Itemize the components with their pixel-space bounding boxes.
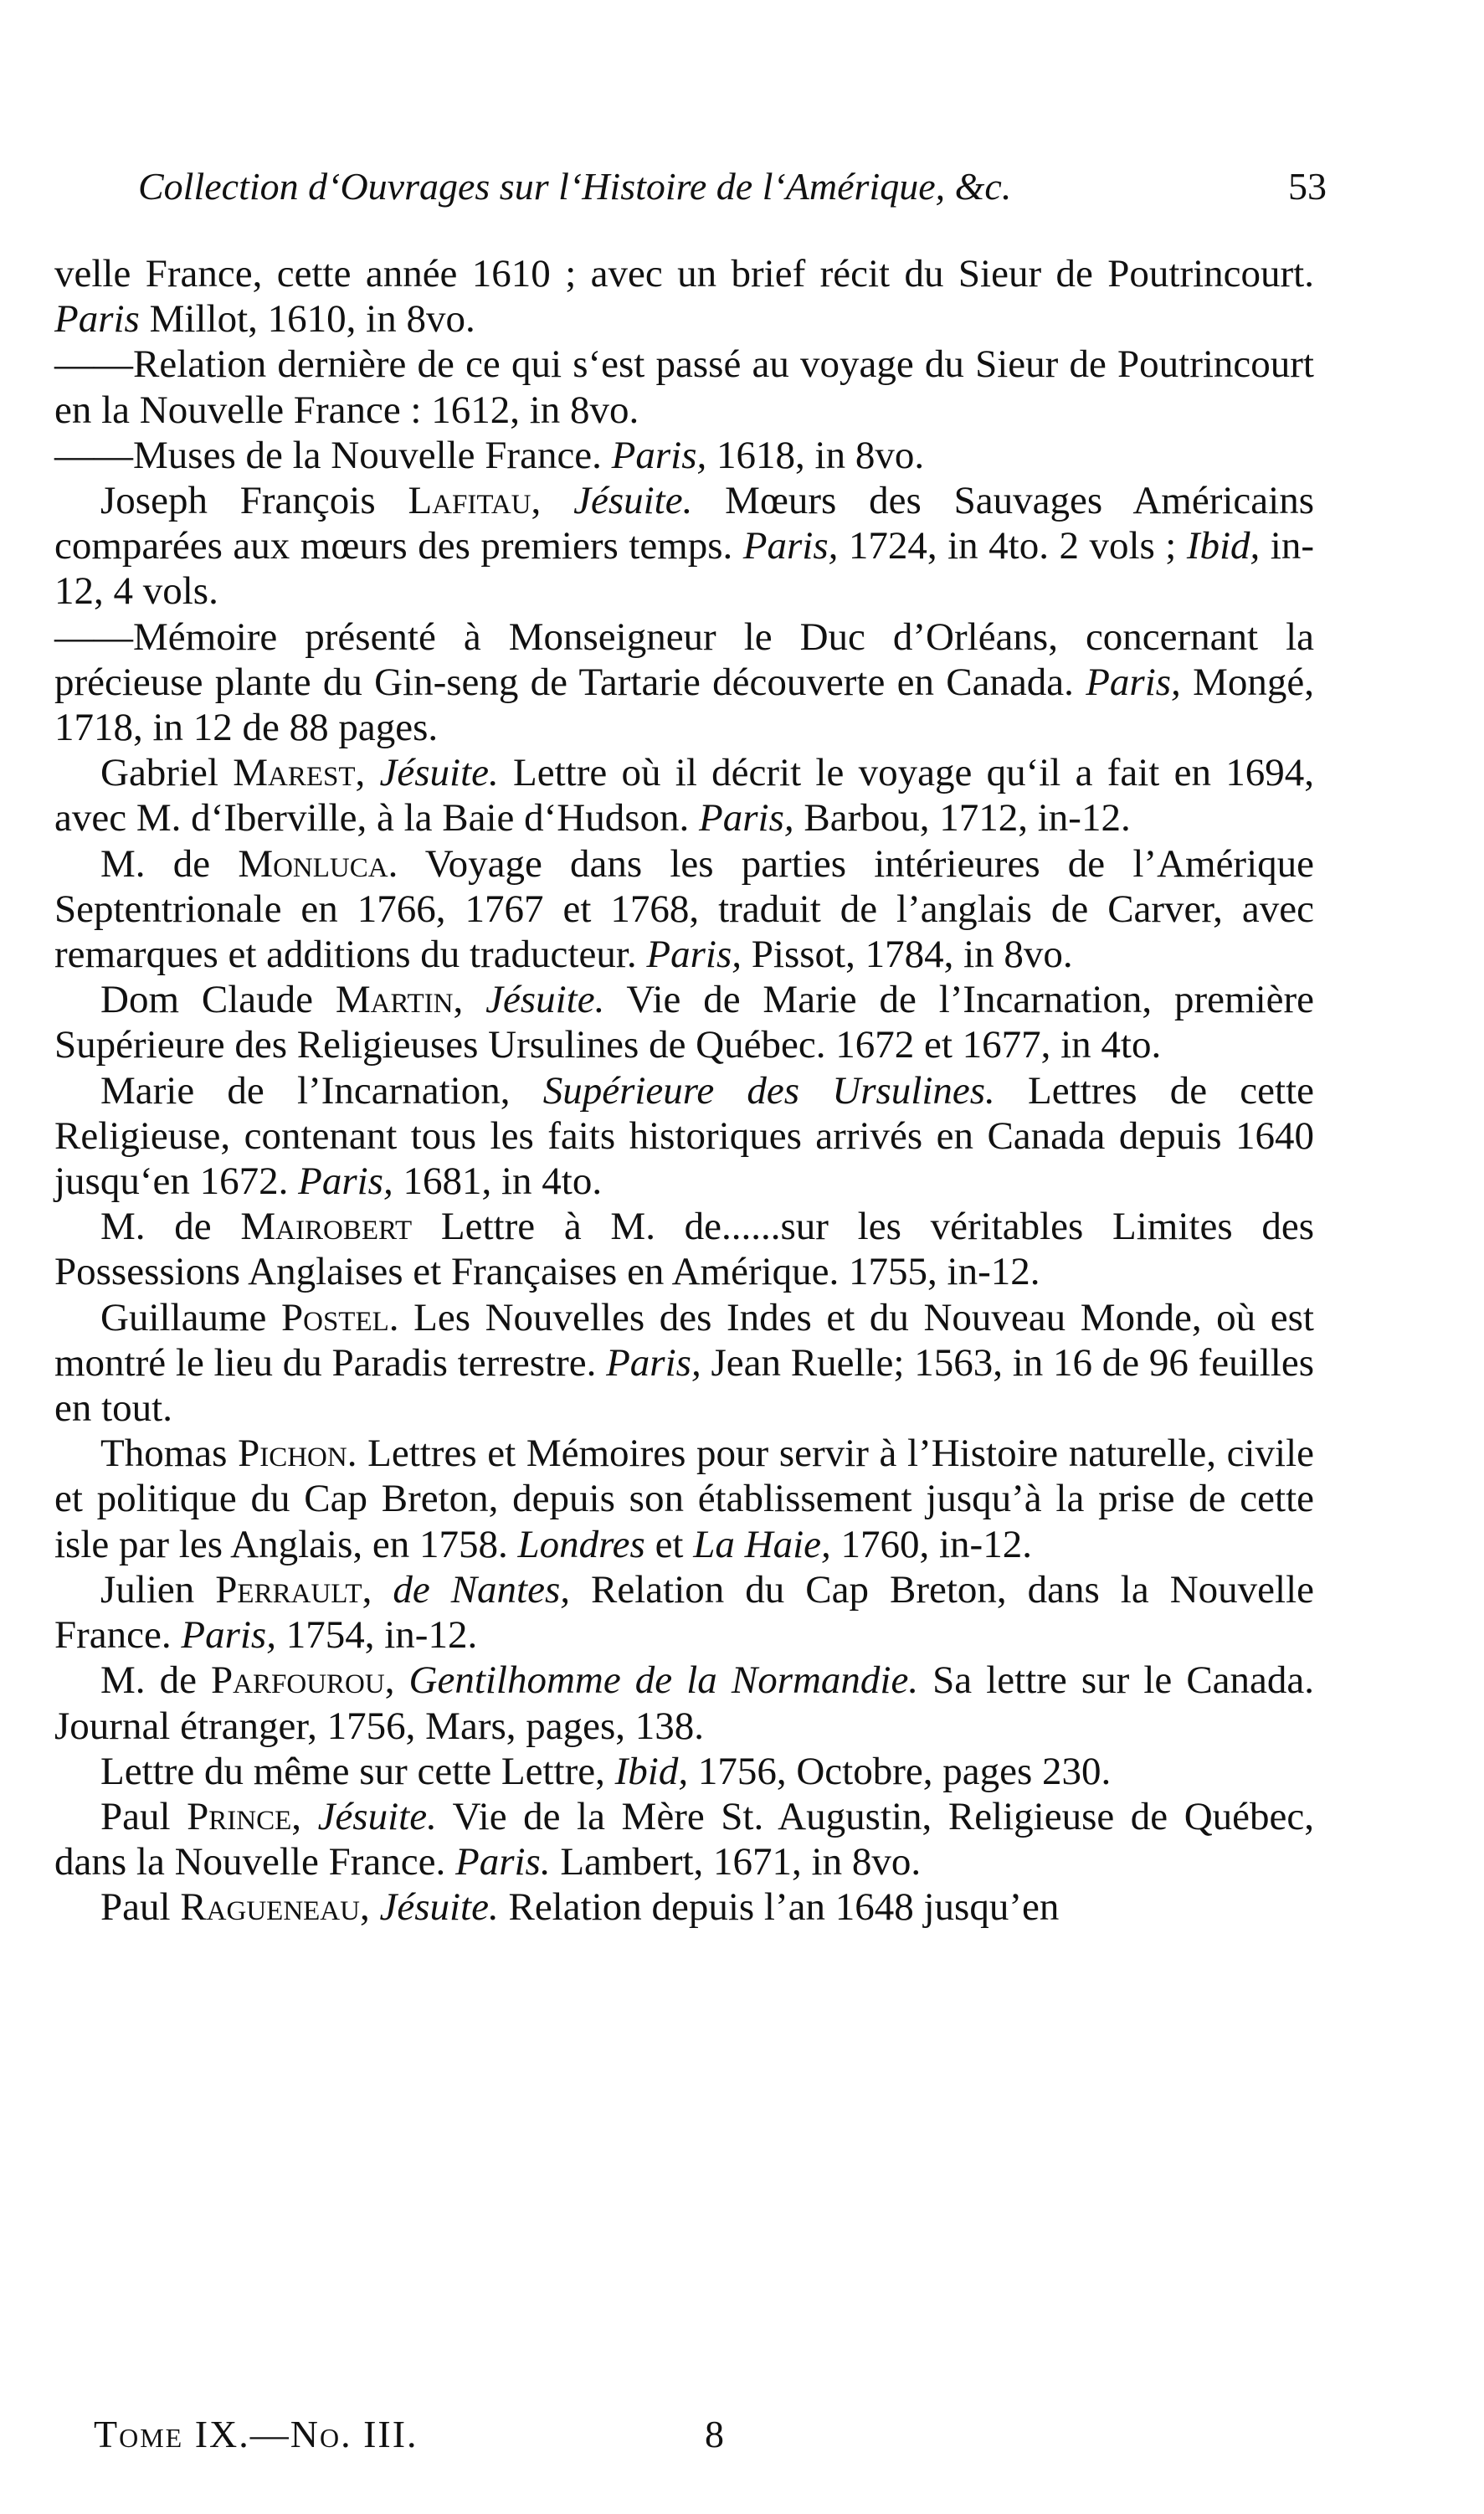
entry-text: M. de: [100, 841, 239, 886]
italic-text: Ibid,: [1186, 524, 1261, 568]
volume-signature: Tome IX.—No. III.: [94, 2413, 418, 2455]
entry-text: et: [644, 1522, 694, 1566]
italic-text: Paris,: [646, 933, 742, 977]
italic-text: Jésuite.: [573, 479, 693, 523]
author-surname: Parfourou: [211, 1658, 385, 1703]
running-head: [138, 157, 1327, 216]
entry-text: ,: [291, 1794, 318, 1838]
entry-text: Jean Ruelle; 1563, in 16 de 96 feuilles en tout.: [54, 1340, 1314, 1431]
entry-text: Julien: [100, 1567, 216, 1612]
entry-text: 1754, in-12.: [275, 1613, 478, 1658]
entry-text: Lettre du même sur cette Lettre,: [100, 1749, 615, 1793]
signature-mark: 8: [705, 2413, 724, 2455]
entry-text: ,: [362, 1567, 393, 1612]
italic-text: Paris,: [181, 1613, 276, 1658]
entry-text: Millot, 1610, in 8vo.: [139, 297, 475, 342]
bibliography-entries: [54, 251, 1314, 1930]
bibliography-entry: [54, 1204, 1314, 1294]
entry-text: ——Muses de la Nouvelle France.: [54, 433, 612, 477]
entry-text: 1618, in 8vo.: [706, 433, 925, 477]
entry-text: M. de: [100, 1658, 212, 1703]
entry-text: ,: [355, 751, 380, 795]
entry-text: Marie de l’Incarnation,: [100, 1068, 543, 1113]
entry-text: M. de: [100, 1205, 241, 1249]
entry-text: Dom Claude: [100, 978, 336, 1022]
bibliography-entry-ditto: [54, 433, 1314, 478]
entry-text: Mœurs des Sauvages Américains comparées aux mœurs des premiers temps.: [54, 479, 1315, 568]
bibliography-entry: [54, 478, 1314, 614]
entry-text: in-12, 4 vols.: [54, 524, 1314, 614]
italic-text: Jésuite.: [379, 1885, 499, 1930]
entry-text: 1724, in 4to. 2 vols ;: [838, 524, 1187, 568]
bibliography-entry: [54, 1749, 1314, 1794]
bibliography-entry: [54, 1658, 1314, 1748]
bibliography-entry: [54, 1884, 1314, 1930]
author-surname: Mairobert: [240, 1205, 413, 1249]
page-number: 53: [1288, 165, 1327, 208]
entry-text: ,: [531, 479, 574, 523]
author-surname: Ragueneau: [180, 1885, 360, 1930]
entry-text: ,: [359, 1885, 380, 1930]
author-surname: Postel: [280, 1295, 389, 1339]
bibliography-entry: [54, 1068, 1314, 1205]
bibliography-entry: [54, 750, 1314, 841]
entry-text: 1681, in 4to.: [393, 1159, 603, 1204]
bibliography-entry: [54, 1431, 1314, 1567]
entry-text: ——Relation dernière de ce qui s‘est passé au voyage du Sieur de Poutrincourt en la Nouvelle France : 1612, in 8vo.: [54, 342, 1314, 432]
entry-text: Mongé, 1718, in 12 de 88 pages.: [54, 660, 1314, 750]
entry-text: ,: [384, 1658, 409, 1703]
bibliography-entry: [54, 977, 1314, 1067]
italic-text: Paris,: [606, 1340, 701, 1385]
bibliography-entry: [54, 1567, 1314, 1658]
entry-text: Relation depuis l’an 1648 jusqu’en: [498, 1885, 1060, 1930]
bibliography-entry: [54, 1794, 1314, 1884]
italic-text: Supérieure des Ursulines.: [542, 1068, 995, 1113]
author-surname: Monluca: [238, 841, 388, 886]
italic-text: Gentilhomme de la Normandie.: [408, 1658, 919, 1703]
entry-text: Lambert, 1671, in 8vo.: [550, 1840, 922, 1884]
entry-text: Vie de la Mère St. Augustin, Religieuse de Québec, dans la Nouvelle France.: [54, 1794, 1314, 1884]
entry-text: Barbou, 1712, in-12.: [793, 796, 1131, 841]
italic-text: Paris,: [699, 796, 794, 841]
entry-text: Gabriel: [100, 751, 234, 795]
entry-text: . Les Nouvelles des Indes et du Nouveau Monde, où est montré le lieu du Paradis terrestre.: [54, 1295, 1314, 1385]
italic-text: Paris,: [742, 524, 839, 568]
entry-text: 1760, in-12.: [830, 1522, 1032, 1566]
bibliography-entry-continued: [54, 251, 1314, 342]
author-surname: Prince: [187, 1794, 292, 1838]
page-footer: [94, 2409, 763, 2460]
italic-text: La Haie,: [693, 1522, 831, 1566]
entry-text: Lettre à M. de......sur les véritables Limites des Possessions Anglaises et Françaises en Amérique. 1755, in-12.: [54, 1205, 1315, 1294]
entry-text: Relation du Cap Breton, dans la Nouvelle France.: [54, 1567, 1315, 1658]
entry-text: Paul: [100, 1885, 181, 1930]
italic-text: Londres: [517, 1522, 645, 1566]
entry-text: velle France, cette année 1610 ; avec un brief récit du Sieur de Poutrincourt.: [54, 252, 1314, 296]
entry-text: Joseph François: [100, 479, 408, 523]
author-surname: Lafitau: [408, 479, 531, 523]
entry-text: Thomas: [100, 1432, 239, 1476]
italic-text: Paris.: [454, 1840, 551, 1884]
entry-text: ,: [453, 978, 486, 1022]
author-surname: Pichon: [238, 1432, 347, 1476]
italic-text: Paris: [54, 297, 140, 342]
italic-text: Jésuite.: [379, 751, 499, 795]
entry-text: Lettres de cette Religieuse, contenant tous les faits historiques arrivés en Canada depuis 1640 jusqu‘en 1672.: [54, 1068, 1315, 1204]
bibliography-entry-ditto: [54, 614, 1314, 751]
italic-text: Ibid,: [614, 1749, 689, 1793]
entry-text: . Lettres et Mémoires pour servir à l’Histoire naturelle, civile et politique du Cap Breton, depuis son établissement jusqu’à la prise de cette isle par les Anglais, en 1758.: [54, 1432, 1315, 1566]
author-surname: Martin: [335, 978, 454, 1022]
entry-text: Vie de Marie de l’Incarnation, première Supérieure des Religieuses Ursulines de Québec. 1672 et 1677, in 4to.: [54, 978, 1314, 1067]
italic-text: Paris,: [298, 1159, 393, 1204]
bibliography-entry: [54, 841, 1314, 978]
entry-text: Sa lettre sur le Canada. Journal étranger, 1756, Mars, pages, 138.: [54, 1658, 1314, 1748]
bibliography-entry: [54, 1295, 1314, 1432]
italic-text: Paris,: [1086, 660, 1181, 704]
italic-text: Jésuite.: [485, 978, 605, 1022]
entry-text: Lettre où il décrit le voyage qu‘il a fait en 1694, avec M. d‘Iberville, à la Baie d‘Hudson.: [54, 751, 1315, 841]
italic-text: Paris,: [611, 433, 707, 477]
italic-text: Jésuite.: [317, 1794, 437, 1838]
author-surname: Perrault: [215, 1567, 362, 1612]
entry-text: ——Mémoire présenté à Monseigneur le Duc d’Orléans, concernant la précieuse plante du Gin-seng de Tartarie découverte en Canada.: [54, 614, 1314, 704]
entry-text: Paul: [100, 1794, 187, 1838]
bibliography-entry-ditto: [54, 342, 1314, 432]
entry-text: Guillaume: [100, 1295, 281, 1339]
entry-text: . Voyage dans les parties intérieures de l’Amérique Septentrionale en 1766, 1767 et 1768, traduit de l’anglais de Carver, avec remarques et additions du traducteur.: [54, 841, 1315, 977]
author-surname: Marest: [233, 751, 356, 795]
italic-text: de Nantes,: [393, 1567, 571, 1612]
running-title: Collection d‘Ouvrages sur l‘Histoire de l‘Amérique, &c.: [138, 165, 1012, 208]
entry-text: Pissot, 1784, in 8vo.: [742, 933, 1073, 977]
entry-text: 1756, Octobre, pages 230.: [688, 1749, 1112, 1793]
